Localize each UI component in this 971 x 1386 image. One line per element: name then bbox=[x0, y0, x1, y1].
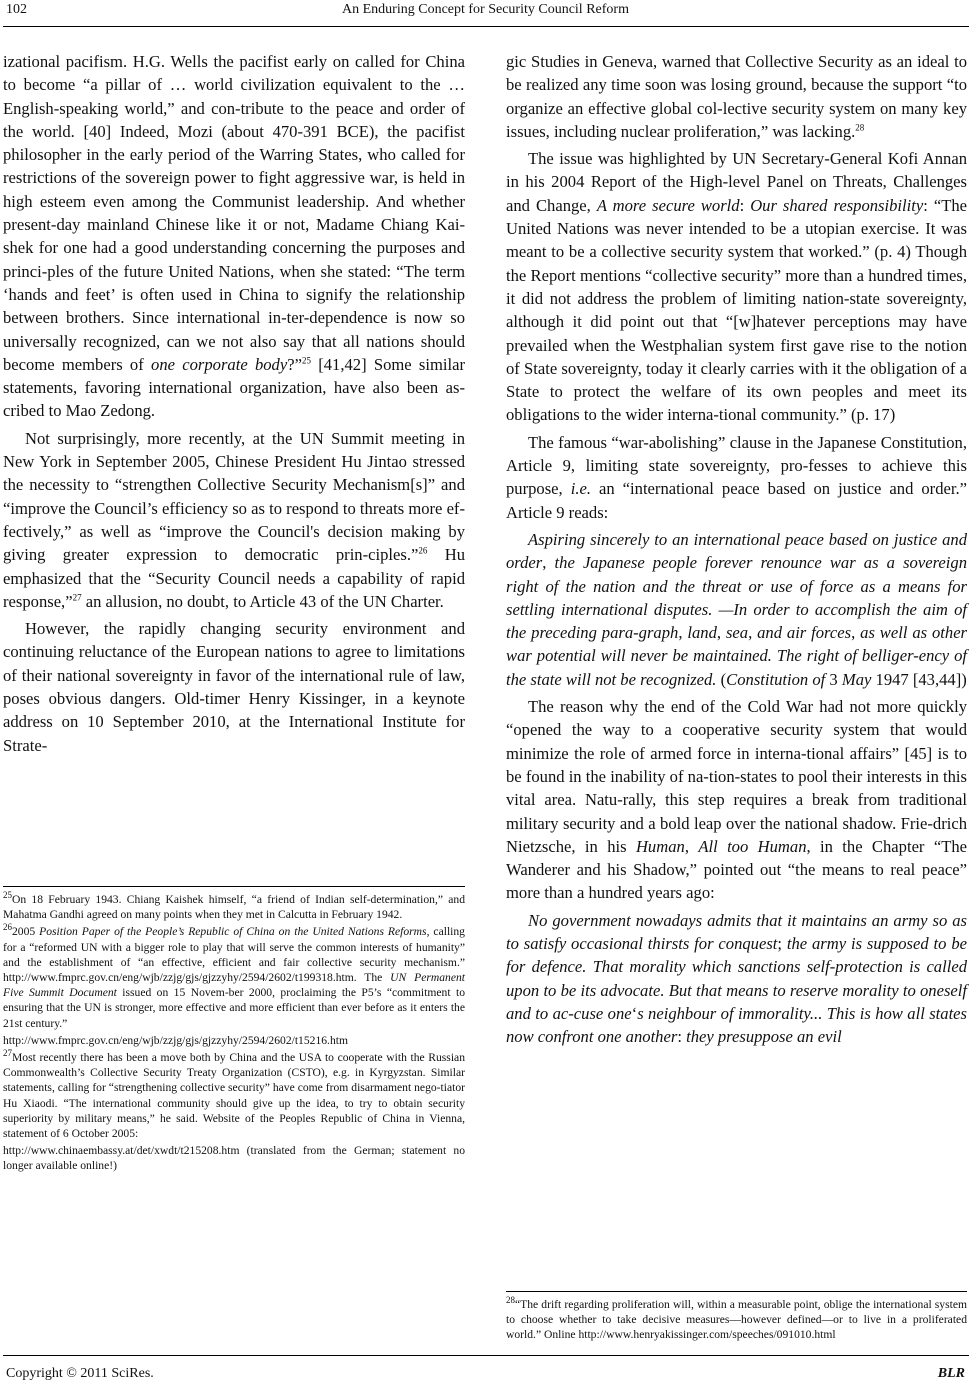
copyright-notice: Copyright © 2011 SciRes. bbox=[6, 1366, 154, 1381]
running-title: An Enduring Concept for Security Council Reform bbox=[342, 2, 629, 17]
quote-text: sea bbox=[725, 623, 749, 643]
footnote-text: Most recently there has been a move both by China and the USA to cooperate with the Russian Commonwealth’s Collective Security Treaty Organization (CSTO), e.g. in Kyrgyzstan. Similar statements, calling for “strengthening collective security” have come from disarmament nego-tiator Hu Xiaodi. “The international community should give up the idea, to try to obtain security superiority by military means,” he said. Website of the Peoples Republic of China in Vienna, statement of 6 October 2005: bbox=[3, 1051, 465, 1141]
emphasis: UN Permanent Five Summit Document bbox=[3, 971, 465, 1000]
quote-text: Constitution of bbox=[726, 669, 826, 689]
quote-text: , bbox=[542, 553, 555, 573]
footnote bbox=[3, 892, 465, 922]
emphasis: Human bbox=[635, 836, 685, 856]
footnote-number: 27 bbox=[3, 1048, 12, 1059]
footnotes-right bbox=[506, 1291, 967, 1345]
footnote-rule bbox=[506, 1291, 967, 1292]
text-span: The issue was highlighted by UN Secretary-General Kofi Annan in his 2004 Report of the High-level Panel on Threats, Challenges and Change, bbox=[506, 149, 967, 215]
quote-text: as well as other war potential will never be maintained. The right of belliger-ency of the state will not be recognized. bbox=[506, 623, 968, 689]
text-span: an “international peace based on justice and order.” Article 9 reads: bbox=[506, 479, 967, 522]
footnote-number: 26 bbox=[3, 922, 12, 933]
page-header bbox=[0, 0, 971, 22]
footnote-rule bbox=[3, 886, 465, 887]
header-rule bbox=[3, 26, 969, 27]
paragraph: However, the rapidly changing security environment and continuing reluctance of the European nations to agree to limitations of their national sovereignty in favor of the international rule of law, poses obvious dangers. Old-timer Henry Kissinger, in a keynote address on 10 September 2010, at the International Institute for Strate- bbox=[3, 619, 465, 755]
paragraph bbox=[506, 147, 967, 427]
quote-text: the Japanese people forever renounce war as a sovereign right of the nation and the threat or use of force as a means for settling international disputes. —In order to accomplish the aim of the preceding para-graph bbox=[506, 553, 967, 643]
paragraph bbox=[506, 695, 967, 905]
footnotes-left bbox=[3, 886, 465, 1176]
text-span: gic Studies in Geneva, warned that Collective Security as an ideal to be realized any time soon was losing ground, because the support “to organize an effective global col-lective security system on many key issues, including nuclear proliferation,” was lacking. bbox=[506, 52, 967, 141]
quote-text: land bbox=[687, 623, 717, 643]
quote-text: s neighbour of immorality... This is how all states now confront one another bbox=[506, 1003, 968, 1047]
text-span: Hu emphasized that the “Security Council needs a capability of rapid response,” bbox=[3, 545, 465, 611]
text-span: , in the Chapter “The Wanderer and his Shadow,” pointed out “the means to real peace” more than a hundred years ago: bbox=[506, 836, 967, 903]
footnote-url: http://www.chinaembassy.at/det/xwdt/t215208.htm (translated from the German; statement no longer available online!) bbox=[3, 1144, 465, 1173]
quote-text: , bbox=[748, 623, 758, 643]
paragraph bbox=[506, 50, 967, 143]
page-footer bbox=[0, 1362, 971, 1384]
quote-text: and air forces bbox=[757, 623, 852, 643]
footnote-ref: 26 bbox=[418, 545, 428, 556]
text-span: an allusion, no doubt, to Article 43 of the UN Charter. bbox=[81, 591, 444, 611]
footnote-text: , calling for a “reformed UN with a bigger role to play that will serve the common interests of humanity” and the establishment of “an effective, efficient and fair collective security mechanism.” http://www.fmprc.gov.cn/eng/wjb/zzjg/gjs/gjzzyhy/2594/2602/t199318.htm. The bbox=[3, 925, 465, 985]
footnote bbox=[506, 1297, 967, 1343]
footnote-ref: 27 bbox=[72, 592, 82, 603]
footnote bbox=[3, 924, 465, 1030]
text-span: The reason why the end of the Cold War had not more quickly “opened the way to a cooperative security system that would minimize the role of armed force in interna-tional affairs” [45] is to be found in the inability of na-tion-states to pool their interests in this vital area. Natu-rally, this step requires a break from traditional military security and a bold leap over the national shadow. Frie-drich Nietzsche, in his bbox=[506, 697, 967, 856]
text-span: : bbox=[739, 195, 751, 215]
journal-abbrev: BLR bbox=[937, 1366, 965, 1381]
block-quote bbox=[506, 528, 967, 691]
footnote-text: “The drift regarding proliferation will, within a measurable point, oblige the international system to choose whether to take decisive measures—however defined—or to live in a proliferated world.” Online http://www.henryakissinger.com/speeches/091010.html bbox=[506, 1298, 967, 1342]
quote-text: they presuppose an evil bbox=[686, 1027, 842, 1047]
text-span: The famous “war-abolishing” clause in the Japanese Constitution, Article 9, limiting state sovereignty, pro-fesses to achieve this purpose, bbox=[506, 432, 967, 499]
footnote-text: issued on 15 Novem-ber 2000, proclaiming the P5’s “commitment to ensuring that the UN is stronger, more effective and more efficient than ever before as it enters the 21st century.” bbox=[3, 986, 465, 1030]
paragraph bbox=[506, 431, 967, 524]
quote-text: May bbox=[841, 669, 872, 689]
page-number: 102 bbox=[6, 2, 27, 17]
footnote-number: 28 bbox=[506, 1295, 515, 1306]
footer-rule bbox=[3, 1355, 969, 1356]
text-span: : “The United Nations was never intended to be a utopian exercise. It was meant to be a collective security system that worked.” (p. 4) Though the Report mentions “collective security” more than a hundred times, it did not address the problem of limiting nation-state sovereignty, although it did point out that “[w]hatever perceptions may have prevailed when the Westphalian system first gave rise to the notion of State sovereignty, today it clearly carries with it the obligation of a State to protect the welfare of its own peoples and meet its obligations to the wider interna-tional community.” (p. 17) bbox=[506, 195, 967, 425]
footnote-url: http://www.fmprc.gov.cn/eng/wjb/zzjg/gjs/gjzzyhy/2594/2602/t15216.htm bbox=[3, 1033, 348, 1047]
left-column bbox=[3, 50, 465, 761]
text-span: [41,42] Some similar statements, favoring international organization, have also been as-cribed to Mao Zedong. bbox=[3, 354, 465, 421]
emphasis: i.e. bbox=[570, 479, 591, 499]
emphasis: Our shared responsibility bbox=[750, 195, 924, 215]
quote-text: Aspiring sincerely to an international peace based on justice and order bbox=[506, 529, 967, 573]
quote-text: , bbox=[851, 623, 861, 643]
quote-text: 1947 [43,44]) bbox=[871, 669, 967, 689]
text-span: Not surprisingly, more recently, at the UN Summit meeting in New York in September 2005, Chinese President Hu Jintao stressed the necessity to “strengthen Collective Security Mechanism[s]” and “improve the Council’s efficiency so as to respond to threats more ef-fectively,” as well as “improve the Council's decision making by giving greater expression to democratic prin-ciples.” bbox=[3, 428, 465, 565]
paragraph bbox=[3, 50, 465, 423]
text-span: izational pacifism. H.G. Wells the pacifist early on called for China to become “a pillar of … world civilization equivalent to the … English-speaking world,” and con-tribute to the peace and order of the world. [40] Indeed, Mozi (about 470-391 BCE), the pacifist philosopher in the early period of the Warring States, who called for restrictions of the sovereign power to fight aggressive war, is held in high esteem even among the Communist leadership. And whether present-day mainland Chinese like it or not, Madame Chiang Kai-shek for one had a good understanding concerning the purposes and princi-ples of the future United Nations, when she stated: “The term ‘hands and feet’ is often used in China to signify the relationship between brothers. Since international in-ter-dependence is now so universally recognized, can we not also say that all nations should become members of bbox=[3, 52, 465, 374]
block-quote bbox=[506, 909, 967, 1049]
emphasis: All too Human bbox=[698, 836, 807, 856]
footnote bbox=[3, 1050, 465, 1141]
quote-text: No government nowadays admits that it maintains an army so as to satisfy occasional thirsts for conquest bbox=[506, 910, 967, 953]
emphasis: one corporate body bbox=[151, 354, 288, 374]
footnote-ref: 28 bbox=[855, 122, 865, 133]
paragraph bbox=[3, 427, 465, 613]
emphasis: Position Paper of the People’s Republic of China on the United Nations Reforms bbox=[39, 925, 427, 939]
quote-text: , bbox=[716, 623, 726, 643]
quote-text: the army is supposed to be for defence. That morality which sanctions self-protection is called upon to be its advocate. But that means to reserve morality to oneself and to ac-cuse one bbox=[506, 933, 967, 1023]
quote-text: , bbox=[678, 623, 688, 643]
quote-text: 3 bbox=[825, 669, 842, 689]
emphasis: A more secure world bbox=[596, 195, 740, 215]
footnote-ref: 25 bbox=[301, 355, 311, 366]
quote-text: ( bbox=[716, 669, 727, 689]
footnote-number: 25 bbox=[3, 890, 12, 901]
footnote-text: 2005 bbox=[12, 925, 40, 939]
quote-text: : bbox=[677, 1027, 687, 1047]
text-span: ?” bbox=[287, 354, 302, 374]
text-span: , bbox=[684, 836, 699, 856]
right-column bbox=[506, 50, 967, 1052]
quote-text: ; bbox=[777, 933, 787, 953]
quote-text: ‘ bbox=[631, 1003, 638, 1023]
footnote-text: On 18 February 1943. Chiang Kaishek himself, “a friend of Indian self-determination,” and Mahatma Gandhi agreed on many points when they met in Calcutta in February 1942. bbox=[3, 893, 465, 922]
